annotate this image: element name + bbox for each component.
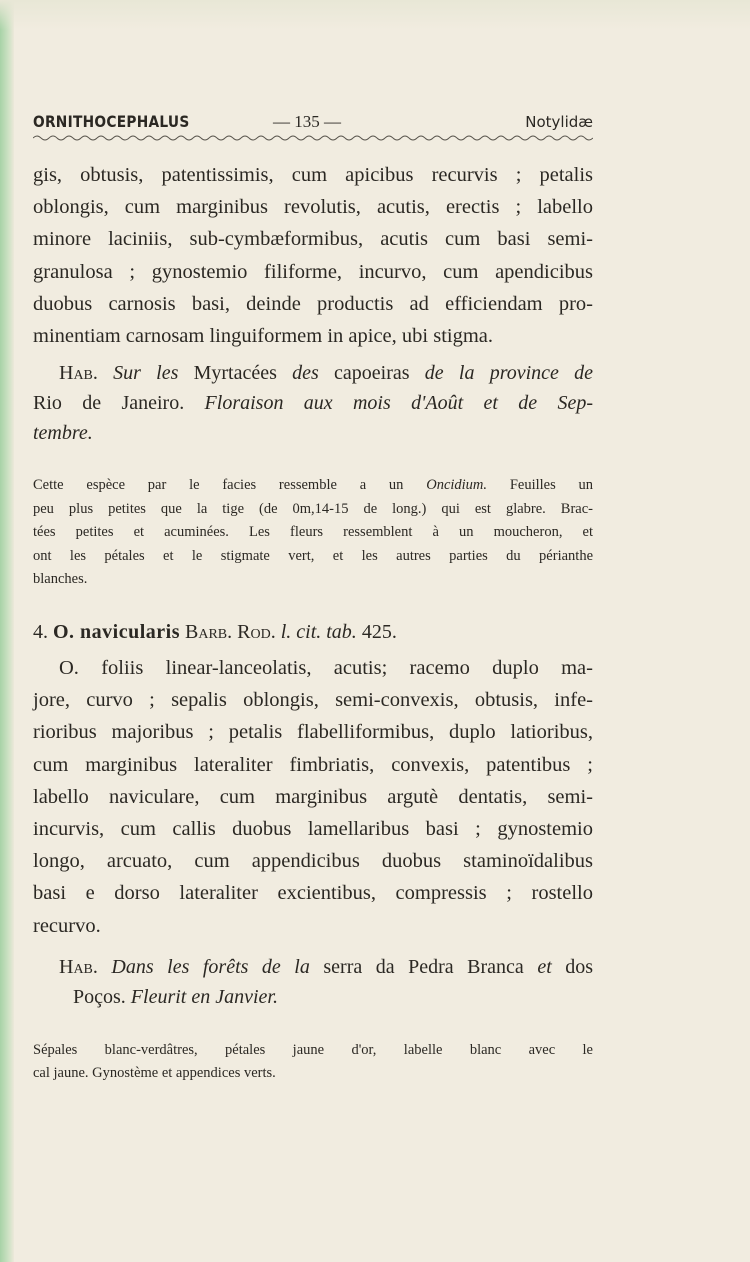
note-text: ont les pétales et le stigmate vert, et les autres parties du périanthe xyxy=(33,547,593,564)
note-text: Oncidium. xyxy=(426,477,488,493)
habitat-text: serra da Pedra Branca xyxy=(323,956,524,978)
note-text: tées petites et acuminées. Les fleurs ressemblent à un moucheron, et xyxy=(33,524,593,540)
species-author: Barb. Rod. xyxy=(185,621,276,643)
habitat-label: Hab. xyxy=(59,956,98,978)
habitat-text: tembre. xyxy=(33,422,93,444)
habitat-text: et xyxy=(537,956,552,978)
habitat-paragraph-1 xyxy=(33,358,593,448)
description-continued xyxy=(33,159,593,352)
note-paragraph-2 xyxy=(33,1039,593,1085)
habitat-text: de la province de xyxy=(424,362,594,384)
text-line: cum marginibus lateraliter fimbriatis, convexis, patentibus ; xyxy=(33,753,593,776)
habitat-text: des xyxy=(292,362,319,384)
habitat-text: Myrtacées xyxy=(193,362,277,384)
text-line: recurvo. xyxy=(33,914,101,937)
habitat-text: Dans les forêts de la xyxy=(111,956,310,978)
running-head-family: Notylidæ xyxy=(525,113,593,131)
species-plate: 425. xyxy=(361,621,397,643)
text-line: minore laciniis, sub-cymbæformibus, acutis cum basi semi- xyxy=(33,228,593,251)
habitat-text: Floraison aux mois d'Août et de Sep- xyxy=(204,392,594,414)
habitat-text: dos xyxy=(565,956,594,978)
note-paragraph-1 xyxy=(33,474,593,592)
page-edge xyxy=(0,0,14,1262)
species-reference: l. cit. tab. xyxy=(280,621,357,643)
habitat-text: Sur les xyxy=(113,362,179,384)
note-text: peu plus petites que la tige (de 0m,14-15 de long.) qui est glabre. Brac- xyxy=(33,500,593,517)
text-line: incurvis, cum callis duobus lamellaribus basi ; gynostemio xyxy=(33,818,593,841)
habitat-text: Rio de Janeiro. xyxy=(33,392,185,414)
text-line: basi e dorso lateraliter excientibus, compressis ; rostello xyxy=(33,882,593,905)
habitat-text: Fleurit en Janvier. xyxy=(130,986,278,1008)
text-line: granulosa ; gynostemio filiforme, incurvo, cum apendicibus xyxy=(33,260,593,283)
text-line: rioribus majoribus ; petalis flabelliformibus, duplo latioribus, xyxy=(33,721,593,744)
habitat-paragraph-2 xyxy=(33,952,593,1012)
habitat-label: Hab. xyxy=(59,362,98,384)
running-head-genus: ORNITHOCEPHALUS xyxy=(33,112,190,131)
text-line: minentiam carnosam linguiformem in apice, ubi stigma. xyxy=(33,325,493,348)
text-line: O. foliis linear-lanceolatis, acutis; racemo duplo ma- xyxy=(59,657,593,679)
wavy-rule-ornament xyxy=(33,133,593,143)
note-text: cal jaune. Gynostème et appendices verts. xyxy=(33,1065,276,1081)
text-line: oblongis, cum marginibus revolutis, acutis, erectis ; labello xyxy=(33,196,593,219)
note-text: Sépales blanc-verdâtres, pétales jaune d'or, labelle blanc avec le xyxy=(33,1042,593,1058)
text-line: labello naviculare, cum marginibus argutè dentatis, semi- xyxy=(33,785,593,808)
text-line: longo, arcuato, cum appendicibus duobus staminoïdalibus xyxy=(33,850,593,873)
species-name: O. navicularis xyxy=(53,621,181,643)
species-heading xyxy=(33,618,593,646)
note-text: Feuilles un xyxy=(509,477,594,493)
habitat-text: Poços. xyxy=(73,986,126,1008)
species-description xyxy=(33,652,593,942)
note-text: blanches. xyxy=(33,571,88,587)
species-number: 4. xyxy=(33,621,48,643)
habitat-text: capoeiras xyxy=(334,362,410,384)
note-text: Cette espèce par le facies ressemble a un xyxy=(33,477,404,493)
text-line: gis, obtusis, patentissimis, cum apicibus recurvis ; petalis xyxy=(33,164,593,186)
page-top-shade xyxy=(0,0,750,30)
page-number: — 135 — xyxy=(273,112,341,131)
running-head xyxy=(33,112,593,134)
text-line: duobus carnosis basi, deinde productis ad efficiendam pro- xyxy=(33,292,593,315)
text-line: jore, curvo ; sepalis oblongis, semi-convexis, obtusis, infe- xyxy=(33,689,593,712)
